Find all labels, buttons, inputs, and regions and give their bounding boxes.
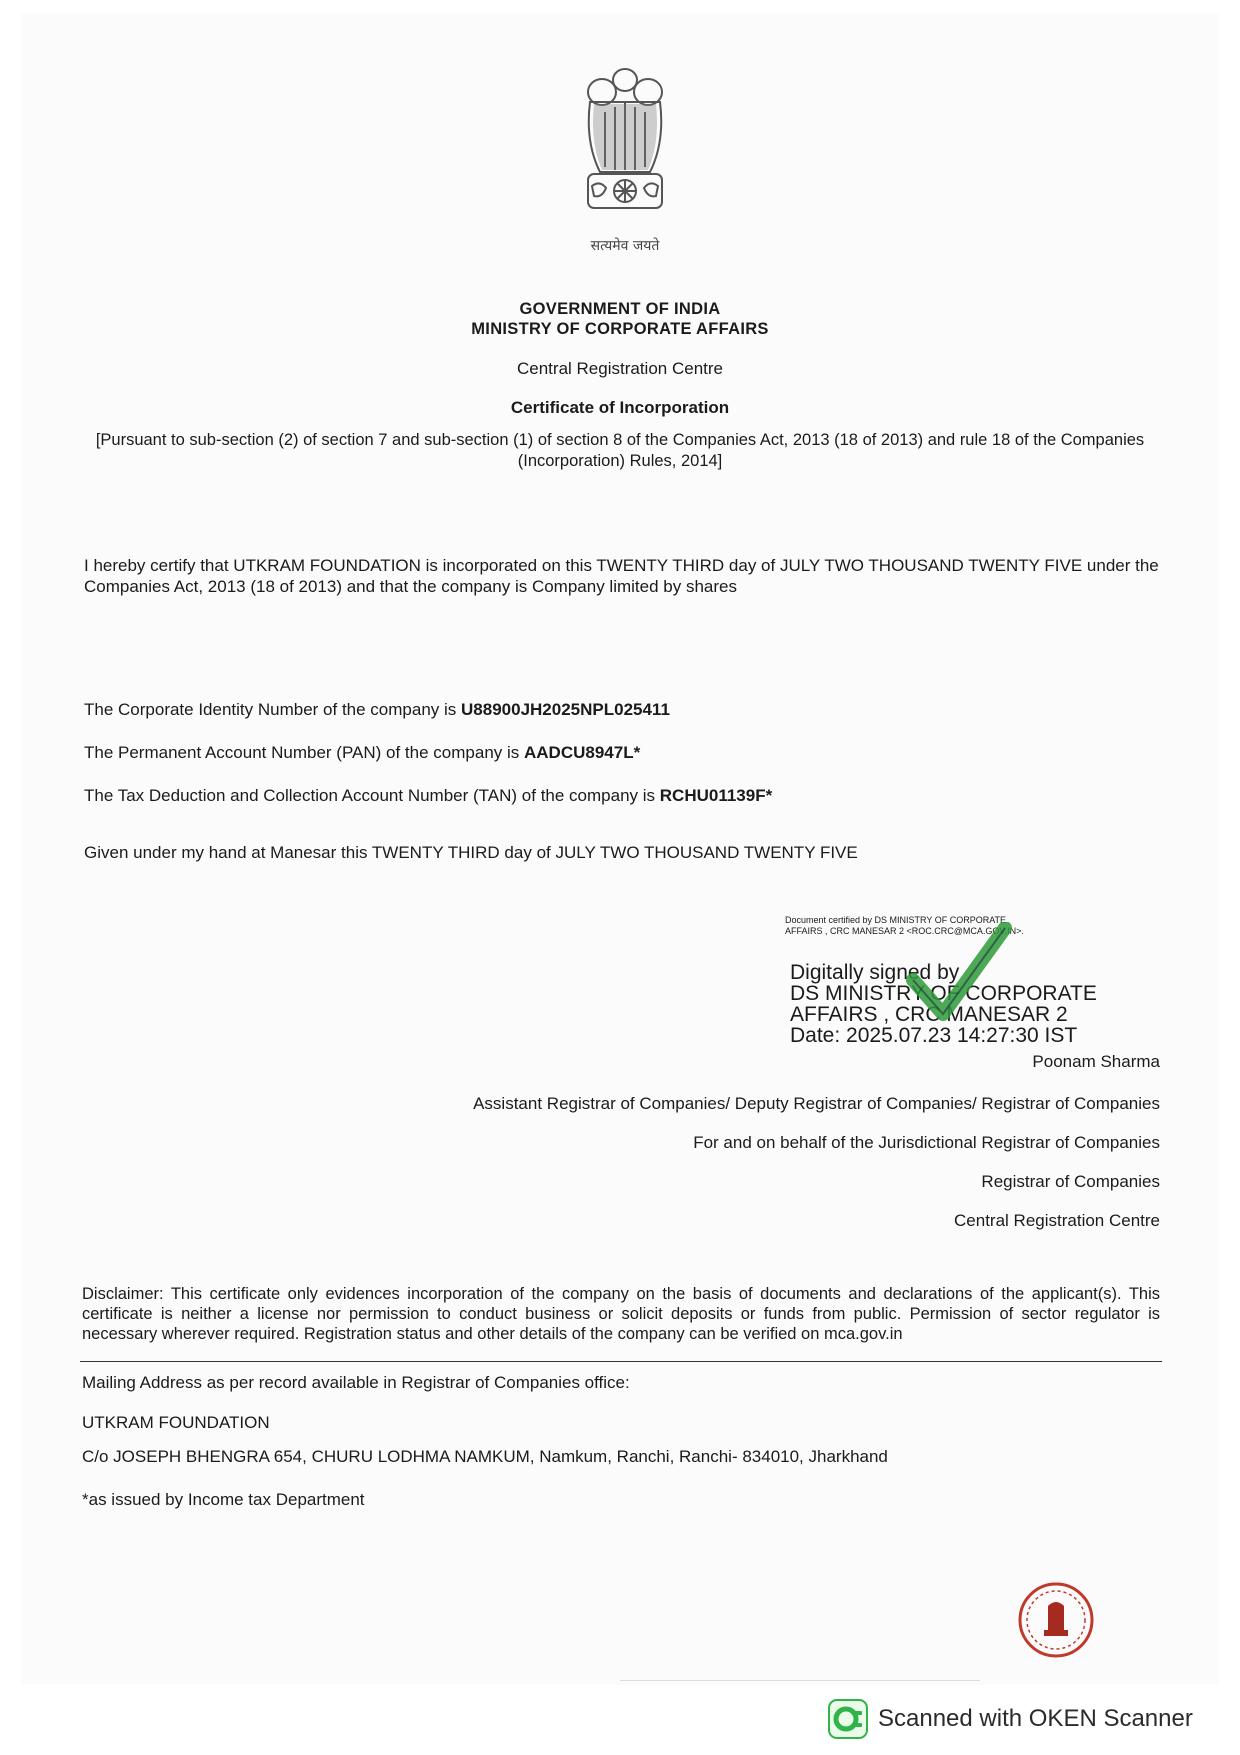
pursuant-clause: [Pursuant to sub-section (2) of section 7 and sub-section (1) of section 8 of the Companies Act, 2013 (18 of 2013) and rule 18 of the Companies (Incorporation) Rules, 2014] (95, 431, 1145, 470)
cin-label: The Corporate Identity Number of the company is (84, 700, 462, 719)
tan-line (84, 786, 772, 806)
official-seal-icon (1016, 1580, 1096, 1660)
signature-line: AFFAIRS , CRC MANESAR 2 (790, 1003, 1068, 1026)
cin-value: U88900JH2025NPL025411 (461, 700, 670, 719)
section-divider (80, 1361, 1162, 1362)
government-heading: GOVERNMENT OF INDIA (519, 300, 721, 318)
ministry-heading: MINISTRY OF CORPORATE AFFAIRS (471, 320, 769, 338)
tan-label: The Tax Deduction and Collection Account Number (TAN) of the company is (84, 786, 660, 805)
pan-label: The Permanent Account Number (PAN) of the company is (84, 743, 524, 762)
centre-heading: Central Registration Centre (517, 359, 723, 378)
pan-tan-footnote: *as issued by Income tax Department (82, 1490, 365, 1509)
certification-statement: I hereby certify that UTKRAM FOUNDATION is incorporated on this TWENTY THIRD day of JULY TWO THOUSAND TWENTY FIVE under the Companies Act, 2013 (18 of 2013) and that the company is Company limited by shares (84, 556, 1159, 596)
on-behalf-line: For and on behalf of the Jurisdictional Registrar of Companies (693, 1133, 1160, 1152)
oken-scanner-logo-icon (828, 1699, 868, 1739)
pan-value: AADCU8947L* (524, 743, 641, 762)
mailing-address: C/o JOSEPH BHENGRA 654, CHURU LODHMA NAMKUM, Namkum, Ranchi, Ranchi- 834010, Jharkhand (82, 1447, 888, 1466)
mailing-company: UTKRAM FOUNDATION (82, 1413, 270, 1432)
mailing-label: Mailing Address as per record available in Registrar of Companies office: (82, 1373, 630, 1392)
signatory-name: Poonam Sharma (1032, 1052, 1160, 1071)
national-emblem-icon (570, 62, 680, 258)
certificate-title: Certificate of Incorporation (510, 398, 730, 417)
signature-line: Digitally signed by (790, 961, 960, 984)
footer-divider (620, 1680, 980, 1681)
registrar-line: Registrar of Companies (981, 1172, 1160, 1191)
signature-verified-check-icon (905, 922, 1015, 1032)
scanner-text: Scanned with OKEN Scanner (878, 1705, 1193, 1732)
certification-note-line: AFFAIRS , CRC MANESAR 2 <ROC.CRC@MCA.GOV.IN>. (785, 926, 1024, 936)
cin-line (84, 700, 670, 720)
disclaimer-text: Disclaimer: This certificate only evidences incorporation of the company on the basis of documents and declarations of the applicant(s). This certificate is neither a license nor permission to conduct business or solicit deposits or funds from public. Permission of sector regulator is necessary wherever required. Registration status and other details of the company can be verified on mca.gov.in (82, 1285, 1160, 1343)
centre-line: Central Registration Centre (954, 1211, 1160, 1230)
certification-note-line: Document certified by DS MINISTRY OF CORPORATE (785, 915, 1007, 925)
signature-date: Date: 2025.07.23 14:27:30 IST (790, 1024, 1078, 1047)
emblem-motto: सत्यमेव जयते (590, 238, 660, 254)
given-under-hand: Given under my hand at Manesar this TWENTY THIRD day of JULY TWO THOUSAND TWENTY FIVE (84, 843, 858, 862)
pan-line (84, 743, 640, 763)
signatory-designation: Assistant Registrar of Companies/ Deputy Registrar of Companies/ Registrar of Companies (473, 1094, 1160, 1113)
signature-line: DS MINISTRY OF CORPORATE (790, 982, 1097, 1005)
scanner-watermark (828, 1697, 1193, 1741)
tan-value: RCHU01139F* (659, 786, 773, 805)
